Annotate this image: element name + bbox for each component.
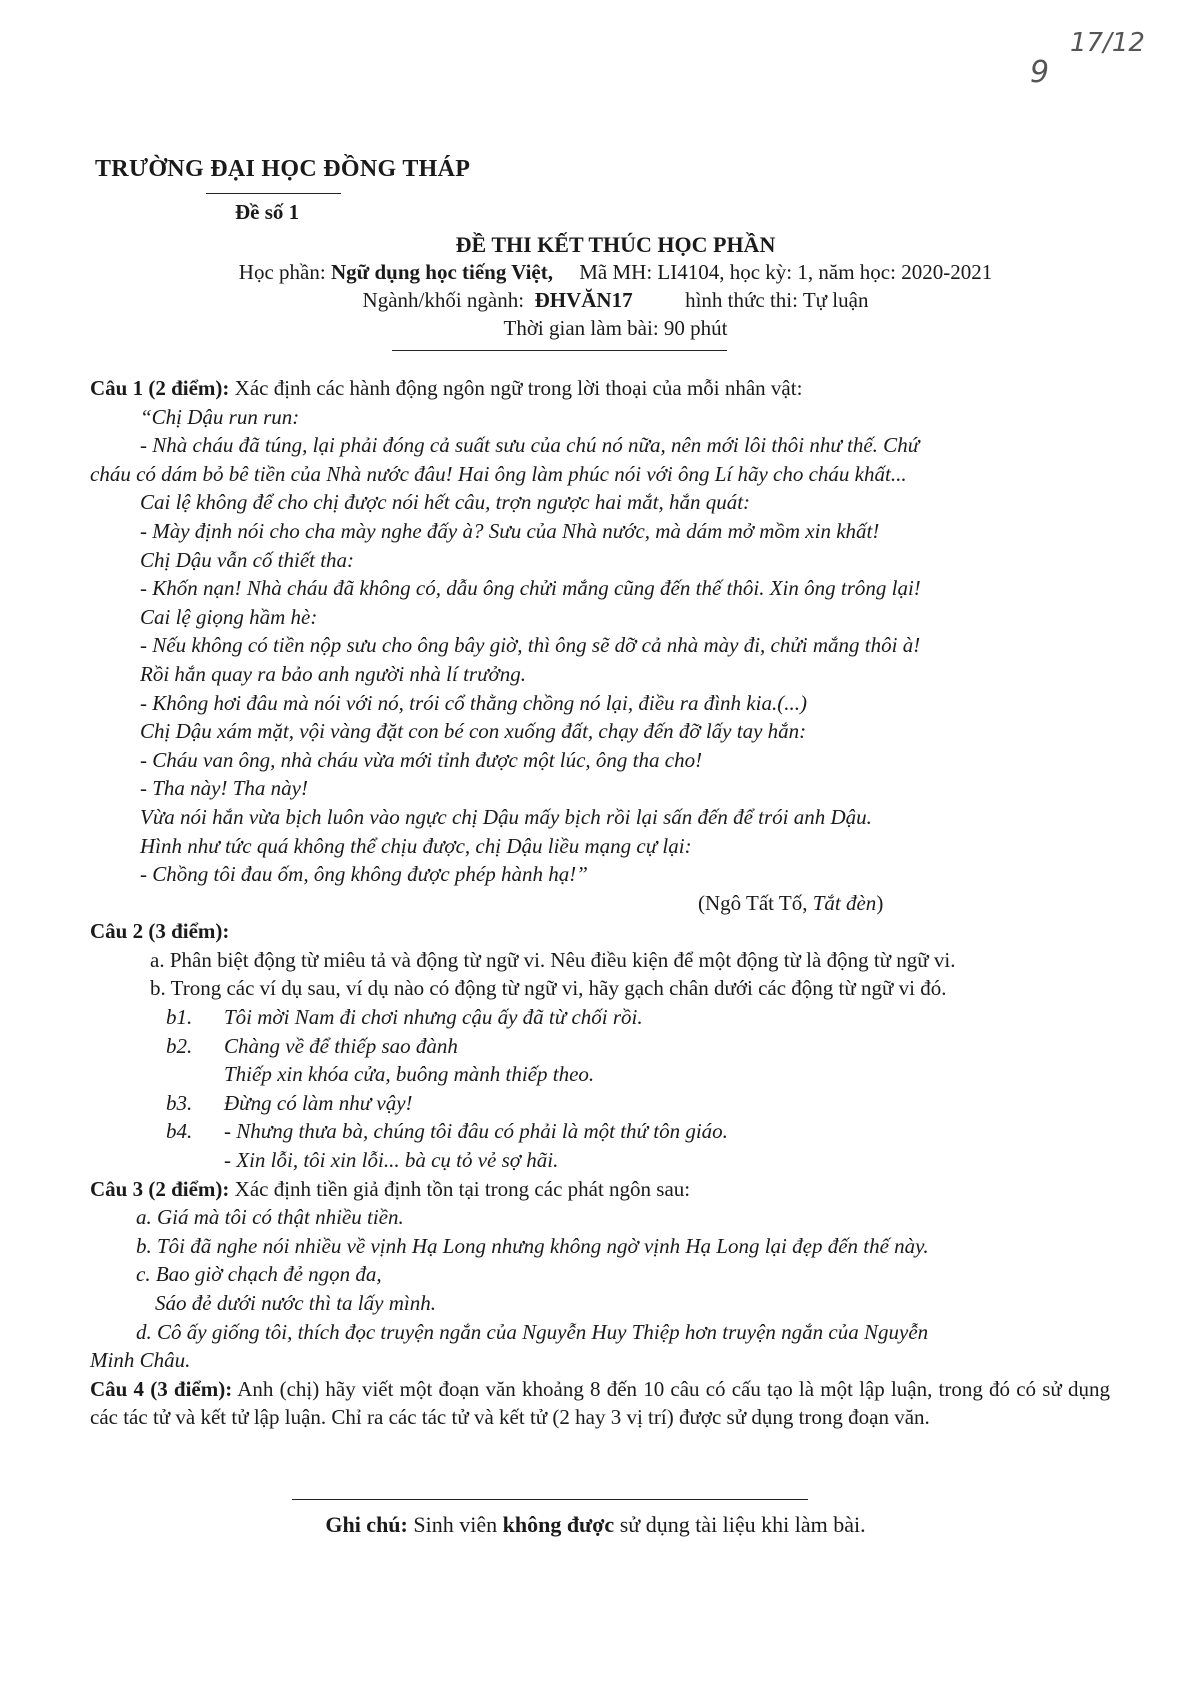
exam-number: Đề số 1: [235, 200, 300, 224]
footer-divider: [292, 1499, 808, 1500]
course-info-line: [20, 260, 1191, 285]
question-2a: a. Phân biệt động từ miêu tả và động từ ngữ vi. Nêu điều kiện để một động từ là động từ ngữ vi.: [150, 947, 956, 972]
note-pre: Sinh viên: [407, 1512, 503, 1537]
utterance-a: a. Giá mà tôi có thật nhiều tiền.: [136, 1205, 404, 1230]
school-name: TRƯỜNG ĐẠI HỌC ĐỒNG THÁP: [95, 156, 471, 182]
dialogue-line: Rồi hắn quay ra bảo anh người nhà lí trưởng.: [140, 661, 526, 686]
school-underline: [206, 193, 341, 194]
example-label: b4.: [166, 1119, 193, 1144]
example-item: [90, 1003, 1110, 1032]
utterance-c: c. Bao giờ chạch đẻ ngọn đa,: [136, 1262, 382, 1287]
major-info-line: [20, 288, 1191, 313]
question-2b: b. Trong các ví dụ sau, ví dụ nào có động từ ngữ vi, hãy gạch chân dưới các động từ ngữ vi đó.: [150, 976, 947, 1001]
example-item: [90, 1117, 1110, 1146]
header-divider: [392, 350, 727, 351]
exam-questions: [90, 374, 1110, 1432]
example-label: b2.: [166, 1033, 193, 1058]
source-author: (Ngô Tất Tố,: [698, 890, 813, 915]
example-text: Thiếp xin khóa cửa, buông mành thiếp theo.: [224, 1062, 595, 1087]
exam-title: ĐỀ THI KẾT THÚC HỌC PHẦN: [455, 232, 776, 257]
question-4-label: Câu 4 (3 điểm):: [90, 1376, 233, 1401]
example-text: Chàng về để thiếp sao đành: [224, 1033, 458, 1058]
handwritten-date: 17/12: [1070, 28, 1145, 58]
example-label: b1.: [166, 1005, 193, 1030]
utterance-d-continued: Minh Châu.: [90, 1348, 191, 1373]
example-text: - Xin lỗi, tôi xin lỗi... bà cụ tỏ vẻ sợ hãi.: [224, 1148, 559, 1173]
dialogue-line: - Khốn nạn! Nhà cháu đã không có, dẫu ông chửi mắng cũng đến thế thôi. Xin ông trông lại!: [140, 576, 921, 601]
major-label: Ngành/khối ngành:: [362, 288, 535, 312]
example-item: [90, 1060, 1110, 1089]
question-4: [90, 1375, 1110, 1432]
handwritten-page-number: 9: [1030, 55, 1050, 90]
source-title: Tắt đèn: [812, 890, 877, 915]
utterance-d: d. Cô ấy giống tôi, thích đọc truyện ngắn của Nguyễn Huy Thiệp hơn truyện ngắn của Nguyễn: [136, 1319, 929, 1344]
example-item: [90, 1032, 1110, 1061]
question-1-label: Câu 1 (2 điểm):: [90, 376, 230, 400]
example-label: b3.: [166, 1090, 193, 1115]
source-close: ): [876, 890, 884, 915]
dialogue-line: Chị Dậu xám mặt, vội vàng đặt con bé con xuống đất, chạy đến đỡ lấy tay hắn:: [140, 719, 807, 744]
course-name: Ngữ dụng học tiếng Việt,: [330, 260, 553, 284]
example-text: - Nhưng thưa bà, chúng tôi đâu có phải là một thứ tôn giáo.: [224, 1119, 728, 1144]
dialogue-line: - Nếu không có tiền nộp sưu cho ông bây giờ, thì ông sẽ dỡ cả nhà mày đi, chửi mắng thôi à!: [140, 633, 921, 658]
question-3-heading: [90, 1175, 1110, 1204]
dialogue-line: Cai lệ giọng hầm hè:: [140, 604, 318, 629]
major-name: ĐHVĂN17: [534, 288, 633, 312]
exam-duration: Thời gian làm bài: 90 phút: [503, 316, 728, 340]
question-2-label: Câu 2 (3 điểm):: [90, 919, 230, 944]
dialogue-line: - Chồng tôi đau ốm, ông không được phép hành hạ!”: [140, 862, 588, 887]
question-1-heading: [90, 374, 1110, 403]
question-2-heading: [90, 917, 1110, 946]
question-1-prompt: Xác định các hành động ngôn ngữ trong lời thoại của mỗi nhân vật:: [229, 376, 803, 400]
quote-source: [90, 889, 1110, 918]
dialogue-line: - Không hơi đâu mà nói với nó, trói cổ thằng chồng nó lại, điều ra đình kia.(...): [140, 690, 807, 715]
dialogue-line: Hình như tức quá không thể chịu được, chị Dậu liều mạng cự lại:: [140, 833, 692, 858]
example-item: [90, 1089, 1110, 1118]
dialogue-line: - Nhà cháu đã túng, lại phải đóng cả suất sưu của chú nó nữa, nên mới lôi thôi như thế. Chứ: [140, 433, 920, 458]
note-label: Ghi chú:: [325, 1512, 408, 1537]
question-3-prompt: Xác định tiền giả định tồn tại trong các phát ngôn sau:: [229, 1176, 691, 1201]
dialogue-line: cháu có dám bỏ bê tiền của Nhà nước đâu! Hai ông làm phúc nói với ông Lí hãy cho cháu khất...: [90, 461, 907, 486]
footer-note: [0, 1512, 1191, 1538]
example-text: Đừng có làm như vậy!: [224, 1090, 413, 1115]
dialogue-line: Vừa nói hắn vừa bịch luôn vào ngực chị Dậu mấy bịch rồi lại sấn đến để trói anh Dậu.: [140, 804, 872, 829]
example-text: Tôi mời Nam đi chơi nhưng cậu ấy đã từ chối rồi.: [224, 1005, 643, 1030]
note-post: sử dụng tài liệu khi làm bài.: [614, 1512, 866, 1537]
question-4-text: Anh (chị) hãy viết một đoạn văn khoảng 8 đến 10 câu có cấu tạo là một lập luận, trong đó có sử dụng các tác tử và kết tử lập luận. Chỉ ra các tác tử và kết tử (2 hay 3 vị trí) được sử dụng trong đoạn văn.: [90, 1376, 1110, 1430]
dialogue-line: “Chị Dậu run run:: [140, 404, 300, 429]
question-3-label: Câu 3 (2 điểm):: [90, 1176, 230, 1201]
dialogue-line: - Tha này! Tha này!: [140, 776, 308, 801]
course-code-term: Mã MH: LI4104, học kỳ: 1, năm học: 2020-2021: [553, 260, 993, 284]
dialogue-line: - Mày định nói cho cha mày nghe đấy à? Sưu của Nhà nước, mà dám mở mồm xin khất!: [140, 518, 880, 543]
utterance-b: b. Tôi đã nghe nói nhiều về vịnh Hạ Long nhưng không ngờ vịnh Hạ Long lại đẹp đến thế này.: [136, 1233, 929, 1258]
example-item: [90, 1146, 1110, 1175]
exam-format: hình thức thi: Tự luận: [632, 288, 869, 312]
note-emphasis: không được: [502, 1512, 615, 1537]
dialogue-line: Chị Dậu vẫn cố thiết tha:: [140, 547, 355, 572]
course-label: Học phần:: [238, 260, 331, 284]
dialogue-line: - Cháu van ông, nhà cháu vừa mới tỉnh được một lúc, ông tha cho!: [140, 747, 703, 772]
utterance-c-continued: Sáo đẻ dưới nước thì ta lấy mình.: [155, 1291, 436, 1315]
dialogue-line: Cai lệ không để cho chị được nói hết câu, trợn ngược hai mắt, hắn quát:: [140, 490, 751, 515]
